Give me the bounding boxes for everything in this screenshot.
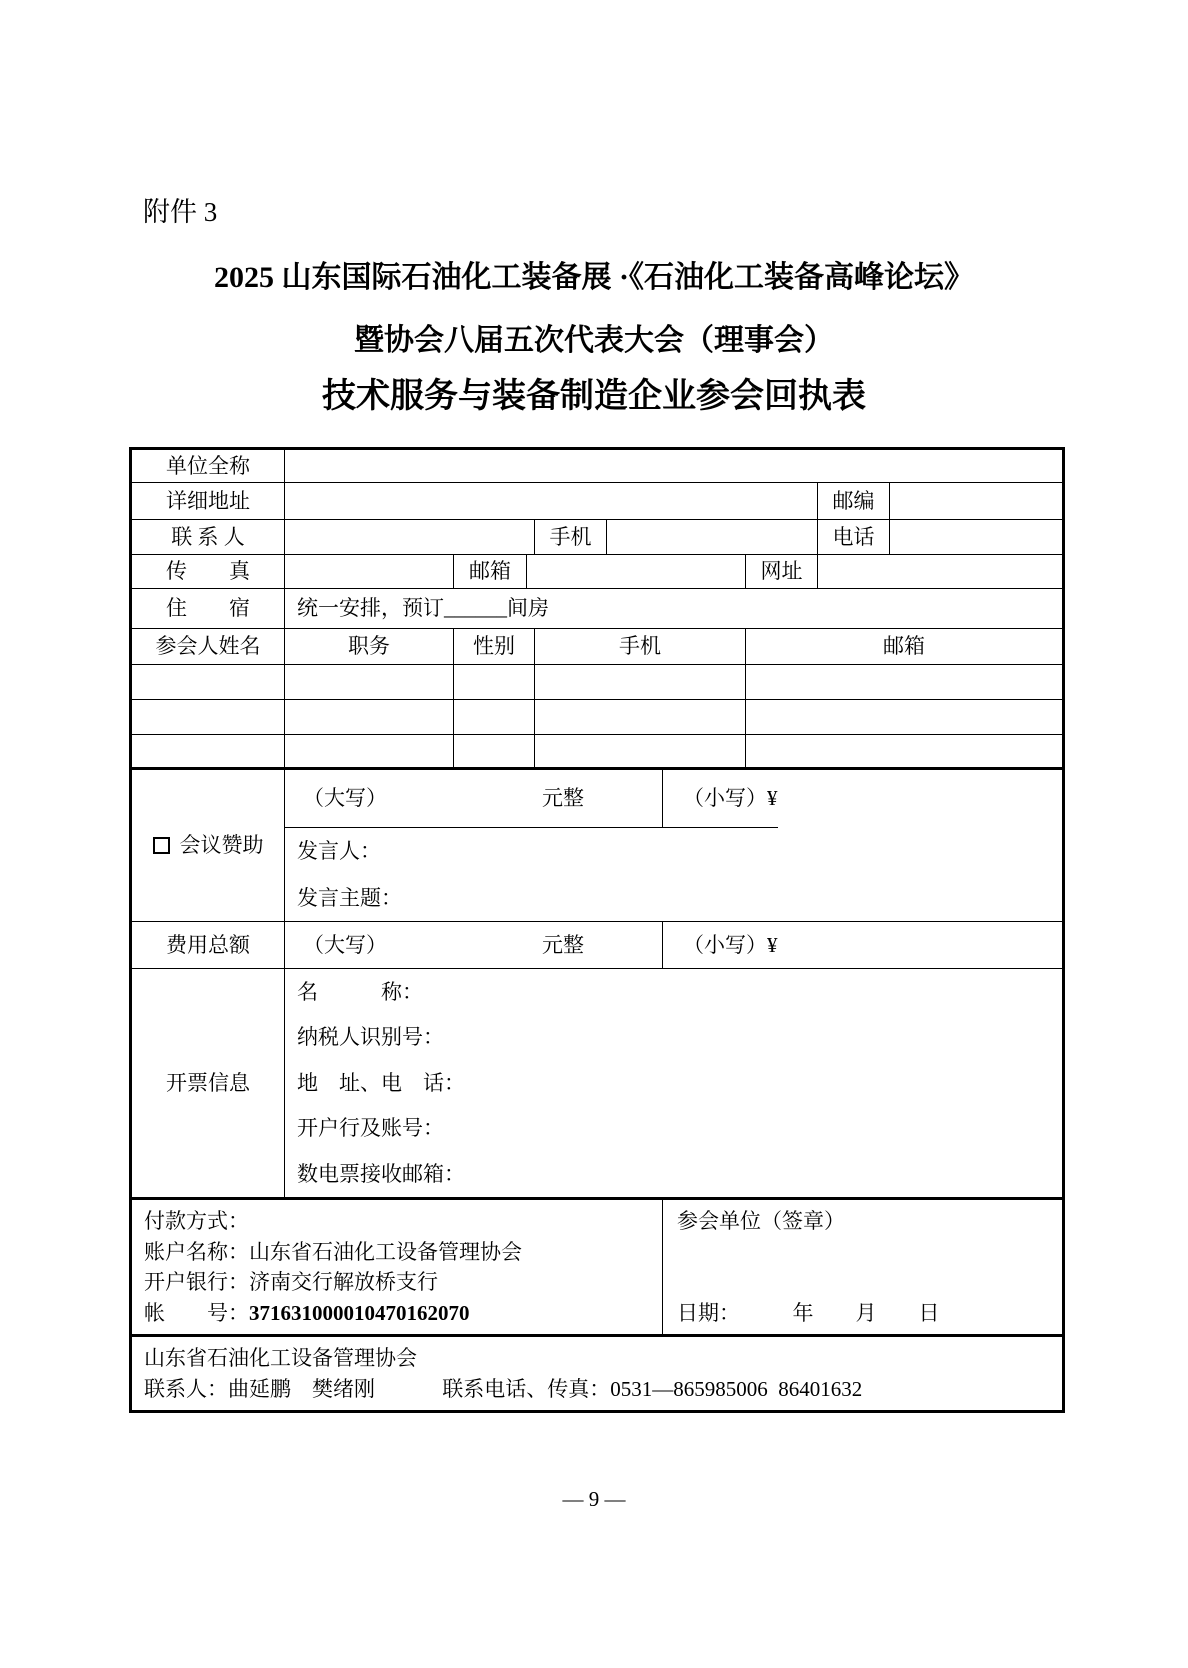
attendee-name-input[interactable]: [132, 735, 285, 767]
attendee-title-input[interactable]: [285, 700, 454, 734]
attendee-row: [132, 735, 1062, 770]
phone-input[interactable]: [890, 520, 1062, 554]
attendee-email-input[interactable]: [746, 700, 1062, 734]
payment-method-label: 付款方式：: [144, 1209, 249, 1233]
total-fee-label: 费用总额: [132, 922, 285, 968]
reply-form-table: [129, 447, 1065, 1413]
contact-input[interactable]: [285, 520, 535, 554]
association-cell: [132, 1337, 1062, 1410]
row-total-fee: [132, 922, 1062, 969]
association-phone: 联系电话、传真：0531—865985006 86401632: [442, 1376, 863, 1401]
attendee-name-input[interactable]: [132, 700, 285, 734]
fax-label: 传 真: [132, 555, 285, 588]
row-contact: [132, 520, 1062, 555]
attendee-title-header: 职务: [285, 629, 454, 664]
payment-account-name: 账户名称：山东省石油化工设备管理协会: [144, 1239, 522, 1264]
association-contacts: 联系人：曲延鹏 樊绪刚: [144, 1376, 375, 1401]
address-input[interactable]: [285, 483, 818, 519]
invoice-content[interactable]: [285, 969, 1062, 1197]
invoice-bank-account-label: 开户行及账号：: [297, 1116, 444, 1141]
association-contact-line: [144, 1376, 862, 1402]
payment-info-cell: [132, 1200, 663, 1334]
signature-label: 参会单位（签章）: [677, 1209, 845, 1233]
signature-cell[interactable]: [663, 1200, 1062, 1334]
association-name: 山东省石油化工设备管理协会: [144, 1346, 417, 1370]
mobile-input[interactable]: [607, 520, 818, 554]
attendee-gender-input[interactable]: [454, 700, 535, 734]
attendee-gender-input[interactable]: [454, 735, 535, 767]
attendee-mobile-input[interactable]: [535, 735, 746, 767]
amount-figures-label: （小写）¥: [683, 786, 778, 811]
page-number: — 9 —: [562, 1487, 626, 1511]
amount-words-label: （大写）: [303, 786, 387, 811]
page-title-line2: 暨协会八届五次代表大会（理事会）: [354, 324, 834, 357]
invoice-label: 开票信息: [132, 969, 285, 1197]
account-no-label: 帐 号：: [144, 1300, 249, 1325]
attendee-gender-input[interactable]: [454, 665, 535, 699]
attendee-email-input[interactable]: [746, 665, 1062, 699]
attendee-mobile-input[interactable]: [535, 665, 746, 699]
attendee-name-input[interactable]: [132, 665, 285, 699]
attendee-name-header: 参会人姓名: [132, 629, 285, 664]
row-fax: [132, 555, 1062, 589]
attendee-title-input[interactable]: [285, 735, 454, 767]
lodging-text: 统一安排，预订______间房: [297, 596, 549, 621]
date-label: 日期： 年 月 日: [677, 1300, 940, 1325]
row-attendee-header: [132, 629, 1062, 665]
website-label: 网址: [746, 555, 818, 588]
sponsor-amount-figures-cell[interactable]: [663, 770, 778, 827]
attendee-row: [132, 665, 1062, 700]
attachment-label: 附件 3: [143, 197, 218, 227]
phone-label: 电话: [818, 520, 890, 554]
total-words-cell[interactable]: [285, 922, 663, 968]
amount-figures-label: （小写）¥: [683, 932, 778, 957]
address-label: 详细地址: [132, 483, 285, 519]
payment-account-line: [144, 1300, 470, 1326]
row-association: [132, 1337, 1062, 1410]
lodging-label: 住 宿: [132, 589, 285, 628]
company-name-input[interactable]: [285, 450, 1062, 482]
contact-label: 联 系 人: [132, 520, 285, 554]
attendee-title-input[interactable]: [285, 665, 454, 699]
amount-words-label: （大写）: [303, 932, 387, 957]
attendee-gender-header: 性别: [454, 629, 535, 664]
email-input[interactable]: [527, 555, 746, 588]
sponsor-amount-row: [285, 770, 778, 828]
speaker-label: 发言人：: [297, 839, 381, 863]
invoice-taxid-label: 纳税人识别号：: [297, 1025, 444, 1050]
email-label: 邮箱: [454, 555, 527, 588]
website-input[interactable]: [818, 555, 1062, 588]
account-no-value: 371631000010470162070: [249, 1300, 470, 1325]
sponsor-label-cell: [132, 770, 285, 921]
page-title-line1: 2025 山东国际石油化工装备展 ·《石油化工装备高峰论坛》: [213, 261, 974, 294]
row-invoice: [132, 969, 1062, 1200]
invoice-address-phone-label: 地 址、电 话：: [297, 1070, 465, 1095]
mobile-label: 手机: [535, 520, 607, 554]
total-figures-cell[interactable]: [663, 922, 1062, 968]
company-name-label: 单位全称: [132, 450, 285, 482]
row-company-name: [132, 450, 1062, 483]
invoice-email-label: 数电票接收邮箱：: [297, 1161, 465, 1186]
topic-label: 发言主题：: [297, 885, 402, 910]
sponsor-checkbox[interactable]: [153, 837, 170, 854]
page-title-line3: 技术服务与装备制造企业参会回执表: [322, 378, 866, 415]
row-address: [132, 483, 1062, 520]
yuan-label: 元整: [542, 932, 584, 957]
payment-bank: 开户银行：济南交行解放桥支行: [144, 1270, 438, 1295]
postcode-label: 邮编: [818, 483, 890, 519]
sponsor-speech-cell[interactable]: [285, 828, 778, 921]
attendee-email-input[interactable]: [746, 735, 1062, 767]
attendee-mobile-input[interactable]: [535, 700, 746, 734]
attendee-mobile-header: 手机: [535, 629, 746, 664]
invoice-name-label: 名 称：: [297, 980, 423, 1004]
row-payment: [132, 1200, 1062, 1337]
sponsor-amount-words-cell[interactable]: [285, 770, 663, 827]
fax-input[interactable]: [285, 555, 454, 588]
sponsor-content: [285, 770, 778, 921]
attendee-row: [132, 700, 1062, 735]
row-lodging: [132, 589, 1062, 629]
sponsor-label: 会议赞助: [179, 833, 264, 858]
postcode-input[interactable]: [890, 483, 1062, 519]
attendee-email-header: 邮箱: [883, 634, 925, 659]
yuan-label: 元整: [542, 786, 584, 811]
row-sponsor: [132, 770, 1062, 922]
